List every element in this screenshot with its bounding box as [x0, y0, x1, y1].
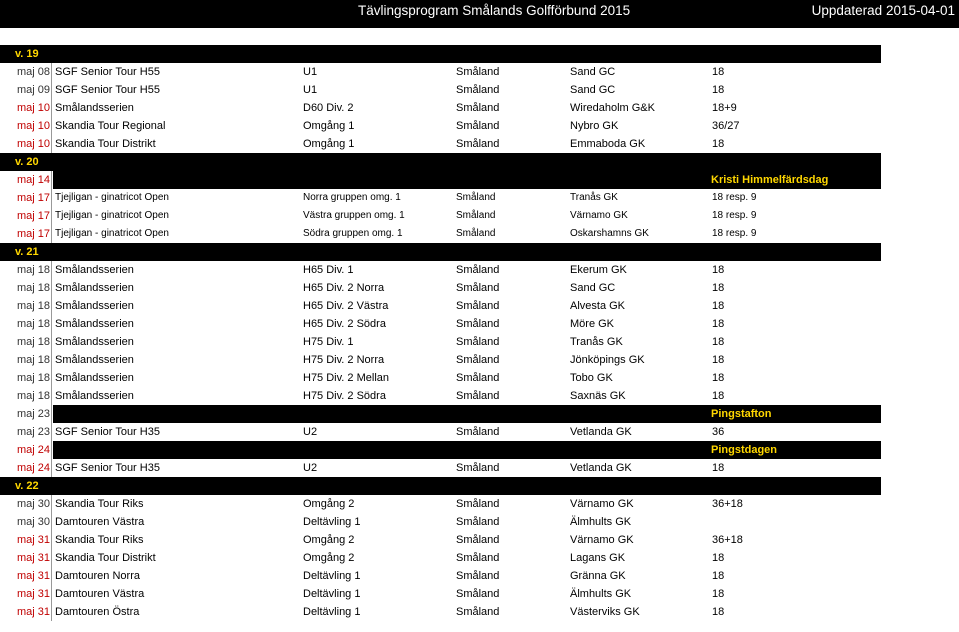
club-cell: Wiredaholm G&K — [570, 102, 655, 114]
table-row — [0, 117, 881, 135]
holes-cell: 18 — [712, 66, 725, 78]
club-cell: Sand GC — [570, 282, 616, 294]
event-name-cell: Smålandsserien — [55, 102, 134, 114]
class-cell: H65 Div. 2 Södra — [303, 318, 386, 330]
holes-cell: 18 — [712, 336, 725, 348]
district-cell: Småland — [456, 372, 500, 384]
club-cell: Tobo GK — [570, 372, 613, 384]
event-name-cell: Skandia Tour Distrikt — [55, 138, 156, 150]
event-name-cell: Skandia Tour Regional — [55, 120, 166, 132]
event-name-cell: SGF Senior Tour H35 — [55, 462, 160, 474]
class-cell: Omgång 2 — [303, 552, 355, 564]
holes-cell: 36+18 — [712, 534, 743, 546]
date-cell: maj 24 — [0, 459, 52, 477]
holes-cell: 18 — [712, 354, 725, 366]
date-cell: maj 31 — [0, 585, 52, 603]
holes-cell: 36 — [712, 426, 725, 438]
table-row — [0, 279, 881, 297]
table-row — [0, 369, 881, 387]
holes-cell: 18 — [712, 570, 725, 582]
table-row — [0, 567, 881, 585]
date-cell: maj 23 — [0, 405, 52, 423]
event-name-cell: SGF Senior Tour H55 — [55, 84, 160, 96]
district-cell: Småland — [456, 354, 500, 366]
table-row — [0, 495, 881, 513]
event-name-cell: SGF Senior Tour H35 — [55, 426, 160, 438]
week-bar — [0, 45, 881, 63]
schedule-table — [0, 45, 881, 621]
week-label: v. 19 — [15, 48, 39, 60]
holes-cell: 36/27 — [712, 120, 740, 132]
table-row — [0, 387, 881, 405]
class-cell: H65 Div. 2 Norra — [303, 282, 385, 294]
district-cell: Småland — [456, 138, 500, 150]
district-cell: Småland — [456, 606, 500, 618]
date-cell: maj 18 — [0, 261, 52, 279]
date-cell: maj 14 — [0, 171, 52, 189]
event-name-cell: Smålandsserien — [55, 264, 134, 276]
class-cell: Omgång 1 — [303, 120, 355, 132]
holiday-row — [0, 441, 881, 459]
date-cell: maj 18 — [0, 297, 52, 315]
holes-cell: 18 resp. 9 — [712, 210, 757, 221]
date-cell: maj 24 — [0, 441, 52, 459]
district-cell: Småland — [456, 102, 500, 114]
club-cell: Sand GC — [570, 84, 616, 96]
week-label: v. 22 — [15, 480, 39, 492]
club-cell: Älmhults GK — [570, 516, 632, 528]
class-cell: Deltävling 1 — [303, 570, 361, 582]
event-name-cell: Smålandsserien — [55, 300, 134, 312]
table-row — [0, 261, 881, 279]
club-cell: Möre GK — [570, 318, 615, 330]
class-cell: Deltävling 1 — [303, 516, 361, 528]
club-cell: Tranås GK — [570, 336, 623, 348]
holes-cell: 18 — [712, 606, 725, 618]
holes-cell: 18 — [712, 264, 725, 276]
club-cell: Alvesta GK — [570, 300, 626, 312]
club-cell: Vetlanda GK — [570, 462, 632, 474]
table-row — [0, 351, 881, 369]
class-cell: H75 Div. 2 Södra — [303, 390, 386, 402]
district-cell: Småland — [456, 282, 500, 294]
class-cell: D60 Div. 2 — [303, 102, 354, 114]
holiday-row — [0, 405, 881, 423]
event-name-cell: Smålandsserien — [55, 336, 134, 348]
event-name-cell: Smålandsserien — [55, 390, 134, 402]
club-cell: Emmaboda GK — [570, 138, 646, 150]
date-cell: maj 17 — [0, 225, 52, 243]
district-cell: Småland — [456, 426, 500, 438]
class-cell: U2 — [303, 462, 318, 474]
table-row — [0, 585, 881, 603]
event-name-cell: Tjejligan - ginatricot Open — [55, 228, 169, 239]
club-cell: Värnamo GK — [570, 498, 634, 510]
district-cell: Småland — [456, 336, 500, 348]
district-cell: Småland — [456, 462, 500, 474]
week-header-row — [0, 153, 881, 171]
event-name-cell: Damtouren Västra — [55, 588, 145, 600]
week-header-row — [0, 243, 881, 261]
table-row — [0, 63, 881, 81]
event-name-cell: SGF Senior Tour H55 — [55, 66, 160, 78]
date-cell: maj 31 — [0, 567, 52, 585]
district-cell: Småland — [456, 588, 500, 600]
date-cell: maj 18 — [0, 369, 52, 387]
table-row — [0, 531, 881, 549]
club-cell: Jönköpings GK — [570, 354, 645, 366]
event-name-cell: Smålandsserien — [55, 354, 134, 366]
club-cell: Värnamo GK — [570, 534, 634, 546]
class-cell: H65 Div. 2 Västra — [303, 300, 389, 312]
holes-cell: 36+18 — [712, 498, 743, 510]
table-row — [0, 423, 881, 441]
week-header-row — [0, 45, 881, 63]
updated-date: Uppdaterad 2015-04-01 — [811, 3, 955, 18]
date-cell: maj 18 — [0, 351, 52, 369]
table-row — [0, 225, 881, 243]
club-cell: Ekerum GK — [570, 264, 627, 276]
holiday-bar — [53, 405, 881, 423]
class-cell: Omgång 1 — [303, 138, 355, 150]
event-name-cell: Skandia Tour Riks — [55, 534, 144, 546]
class-cell: Deltävling 1 — [303, 606, 361, 618]
class-cell: Omgång 2 — [303, 534, 355, 546]
event-name-cell: Smålandsserien — [55, 372, 134, 384]
table-row — [0, 549, 881, 567]
table-row — [0, 207, 881, 225]
date-cell: maj 08 — [0, 63, 52, 81]
district-cell: Småland — [456, 534, 500, 546]
table-row — [0, 81, 881, 99]
date-cell: maj 30 — [0, 495, 52, 513]
week-bar — [0, 477, 881, 495]
club-cell: Oskarshamns GK — [570, 228, 649, 239]
date-cell: maj 10 — [0, 99, 52, 117]
holes-cell — [712, 513, 822, 531]
event-name-cell: Tjejligan - ginatricot Open — [55, 210, 169, 221]
holes-cell: 18 — [712, 552, 725, 564]
district-cell: Småland — [456, 516, 500, 528]
class-cell: Norra gruppen omg. 1 — [303, 192, 401, 203]
week-label: v. 21 — [15, 246, 39, 258]
date-cell: maj 31 — [0, 531, 52, 549]
class-cell: U2 — [303, 426, 318, 438]
holes-cell: 18 resp. 9 — [712, 192, 757, 203]
holiday-row — [0, 171, 881, 189]
week-bar — [0, 243, 881, 261]
holiday-bar — [53, 441, 881, 459]
district-cell: Småland — [456, 552, 500, 564]
district-cell: Småland — [456, 498, 500, 510]
class-cell: Västra gruppen omg. 1 — [303, 210, 405, 221]
table-row — [0, 135, 881, 153]
header-bar — [0, 0, 959, 28]
class-cell: H75 Div. 2 Norra — [303, 354, 385, 366]
event-name-cell: Skandia Tour Distrikt — [55, 552, 156, 564]
holiday-label: Pingstafton — [711, 408, 772, 420]
district-cell: Småland — [456, 300, 500, 312]
class-cell: H65 Div. 1 — [303, 264, 354, 276]
date-cell: maj 17 — [0, 189, 52, 207]
date-cell: maj 23 — [0, 423, 52, 441]
club-cell: Gränna GK — [570, 570, 626, 582]
date-cell: maj 18 — [0, 279, 52, 297]
district-cell: Småland — [456, 66, 500, 78]
event-name-cell: Damtouren Västra — [55, 516, 145, 528]
holes-cell: 18 — [712, 282, 725, 294]
table-row — [0, 333, 881, 351]
class-cell: H75 Div. 2 Mellan — [303, 372, 389, 384]
class-cell: Deltävling 1 — [303, 588, 361, 600]
date-cell: maj 31 — [0, 603, 52, 621]
district-cell: Småland — [456, 120, 500, 132]
club-cell: Lagans GK — [570, 552, 626, 564]
date-cell: maj 17 — [0, 207, 52, 225]
table-row — [0, 513, 881, 531]
date-cell: maj 18 — [0, 315, 52, 333]
club-cell: Älmhults GK — [570, 588, 632, 600]
date-cell: maj 18 — [0, 387, 52, 405]
date-cell: maj 10 — [0, 135, 52, 153]
club-cell: Sand GC — [570, 66, 616, 78]
holes-cell: 18 — [712, 300, 725, 312]
class-cell: Södra gruppen omg. 1 — [303, 228, 403, 239]
event-name-cell: Tjejligan - ginatricot Open — [55, 192, 169, 203]
week-bar — [0, 153, 881, 171]
event-name-cell: Skandia Tour Riks — [55, 498, 144, 510]
date-cell: maj 10 — [0, 117, 52, 135]
holes-cell: 18 — [712, 588, 725, 600]
club-cell: Tranås GK — [570, 192, 618, 203]
page-title: Tävlingsprogram Smålands Golfförbund 2015 — [358, 3, 631, 18]
district-cell: Småland — [456, 210, 496, 221]
table-row — [0, 99, 881, 117]
holes-cell: 18 resp. 9 — [712, 228, 757, 239]
date-cell: maj 30 — [0, 513, 52, 531]
holes-cell: 18 — [712, 390, 725, 402]
club-cell: Saxnäs GK — [570, 390, 626, 402]
table-row — [0, 603, 881, 621]
week-label: v. 20 — [15, 156, 39, 168]
event-name-cell: Smålandsserien — [55, 282, 134, 294]
district-cell: Småland — [456, 192, 496, 203]
class-cell: Omgång 2 — [303, 498, 355, 510]
club-cell: Vetlanda GK — [570, 426, 632, 438]
club-cell: Västerviks GK — [570, 606, 640, 618]
district-cell: Småland — [456, 390, 500, 402]
week-header-row — [0, 477, 881, 495]
holes-cell: 18+9 — [712, 102, 737, 114]
holes-cell: 18 — [712, 462, 725, 474]
club-cell: Värnamo GK — [570, 210, 628, 221]
holes-cell: 18 — [712, 138, 725, 150]
district-cell: Småland — [456, 264, 500, 276]
table-row — [0, 189, 881, 207]
holiday-label: Kristi Himmelfärdsdag — [711, 174, 829, 186]
club-cell: Nybro GK — [570, 120, 619, 132]
district-cell: Småland — [456, 84, 500, 96]
class-cell: H75 Div. 1 — [303, 336, 354, 348]
date-cell: maj 18 — [0, 333, 52, 351]
district-cell: Småland — [456, 228, 496, 239]
district-cell: Småland — [456, 570, 500, 582]
table-row — [0, 297, 881, 315]
table-row — [0, 315, 881, 333]
holes-cell: 18 — [712, 84, 725, 96]
date-cell: maj 31 — [0, 549, 52, 567]
event-name-cell: Smålandsserien — [55, 318, 134, 330]
table-row — [0, 459, 881, 477]
holes-cell: 18 — [712, 318, 725, 330]
holiday-label: Pingstdagen — [711, 444, 778, 456]
district-cell: Småland — [456, 318, 500, 330]
date-cell: maj 09 — [0, 81, 52, 99]
class-cell: U1 — [303, 84, 318, 96]
event-name-cell: Damtouren Norra — [55, 570, 140, 582]
holes-cell: 18 — [712, 372, 725, 384]
event-name-cell: Damtouren Östra — [55, 606, 140, 618]
holiday-bar — [53, 171, 881, 189]
class-cell: U1 — [303, 66, 318, 78]
